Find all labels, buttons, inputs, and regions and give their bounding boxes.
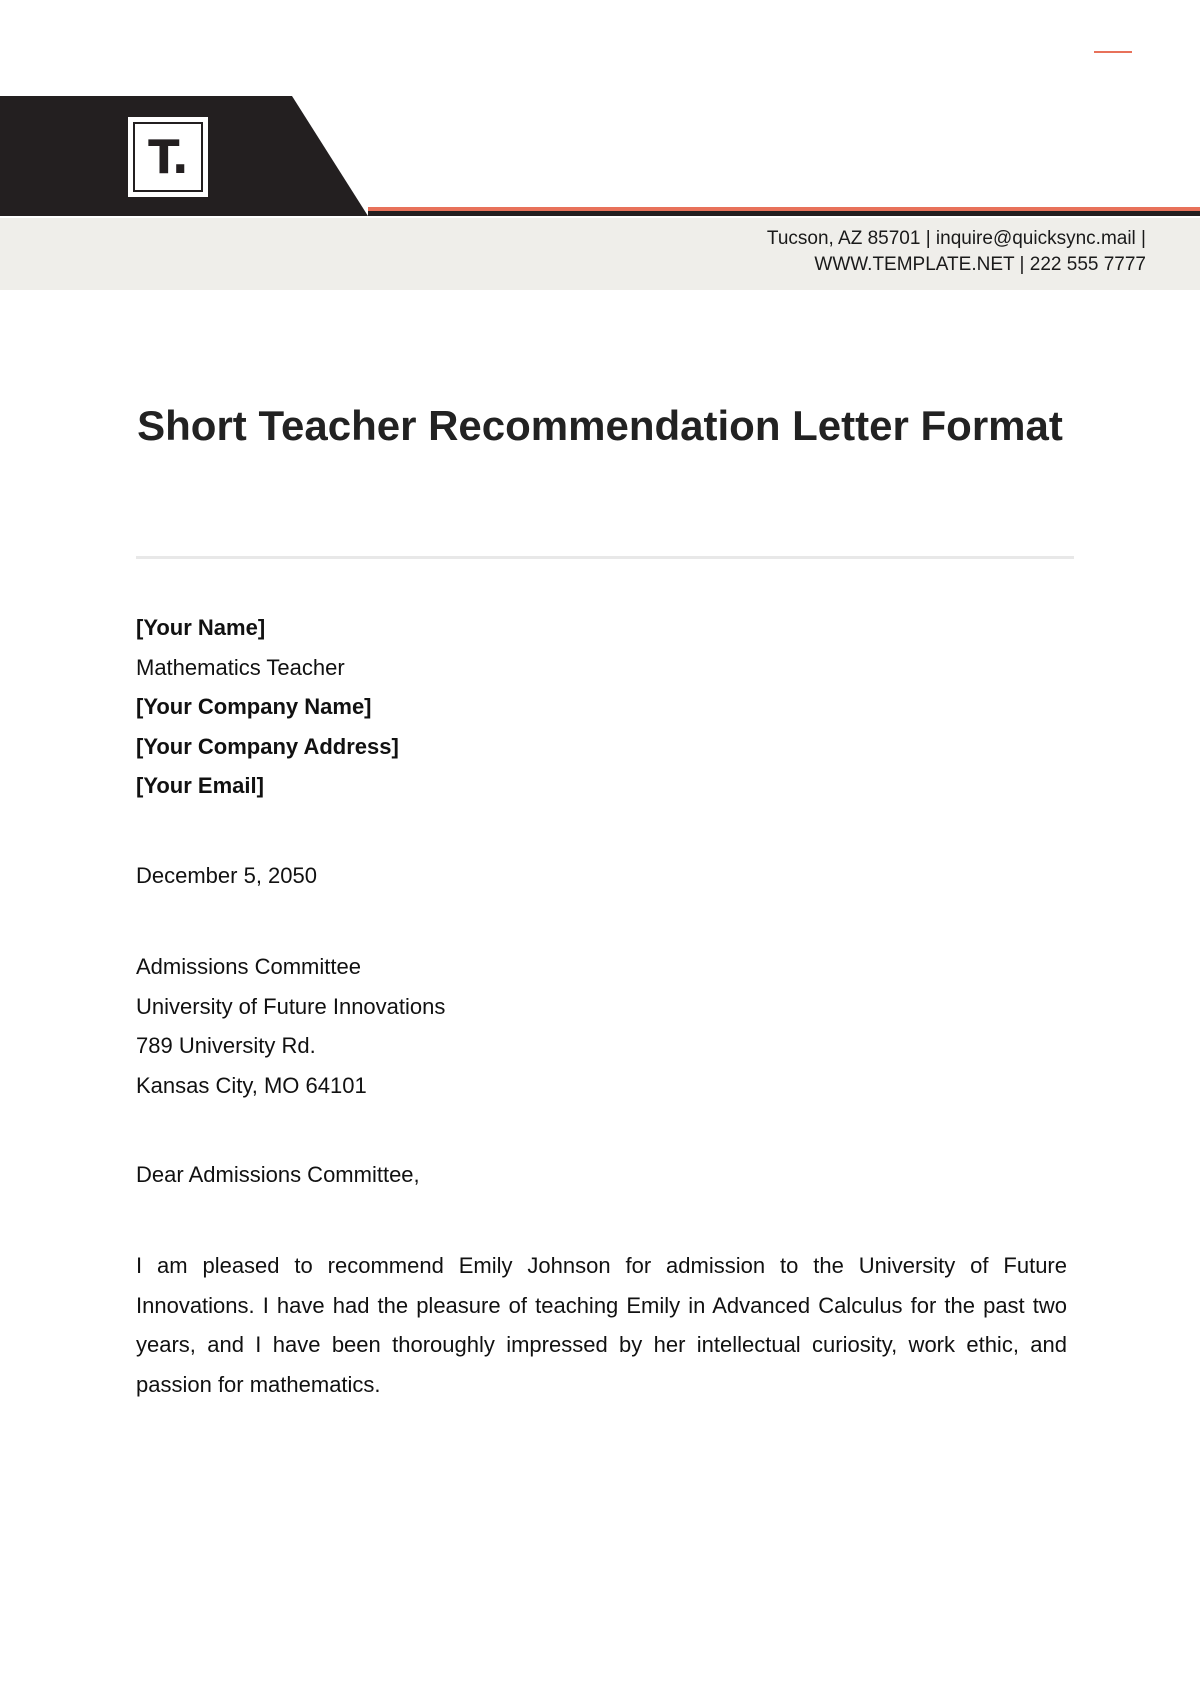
sender-block xyxy=(136,608,399,806)
contact-website-phone: WWW.TEMPLATE.NET | 222 555 7777 xyxy=(814,254,1146,275)
recipient-line-3: 789 University Rd. xyxy=(136,1033,316,1058)
company-logo xyxy=(128,117,208,197)
title-divider xyxy=(136,556,1074,559)
recipient-line-4: Kansas City, MO 64101 xyxy=(136,1072,367,1098)
sender-role: Mathematics Teacher xyxy=(136,654,345,680)
salutation xyxy=(136,1155,420,1195)
letter-date xyxy=(136,856,317,896)
logo-text: T. xyxy=(148,130,188,184)
sender-email: [Your Email] xyxy=(136,773,264,798)
document-title: Short Teacher Recommendation Letter Format xyxy=(137,402,1063,449)
contact-address-email: Tucson, AZ 85701 | inquire@quicksync.mail | xyxy=(766,228,1146,249)
body-paragraph: I am pleased to recommend Emily Johnson for admission to the University of Future Innovations. I have had the pleasure of teaching Emily in Advanced Calculus for the past two years, and I have been thoroughly impressed by her intellectual curiosity, work ethic, and passion for mathematics. xyxy=(136,1253,1067,1397)
date-text: December 5, 2050 xyxy=(136,863,317,888)
accent-dash xyxy=(1094,51,1132,53)
sender-company-address: [Your Company Address] xyxy=(136,733,399,759)
salutation-text: Dear Admissions Committee, xyxy=(136,1162,420,1187)
recipient-line-1: Admissions Committee xyxy=(136,954,361,979)
recipient-block xyxy=(136,947,445,1105)
sender-company-name: [Your Company Name] xyxy=(136,694,372,719)
sender-name: [Your Name] xyxy=(136,615,266,640)
recipient-line-2: University of Future Innovations xyxy=(136,993,446,1019)
contact-band xyxy=(0,218,1200,290)
